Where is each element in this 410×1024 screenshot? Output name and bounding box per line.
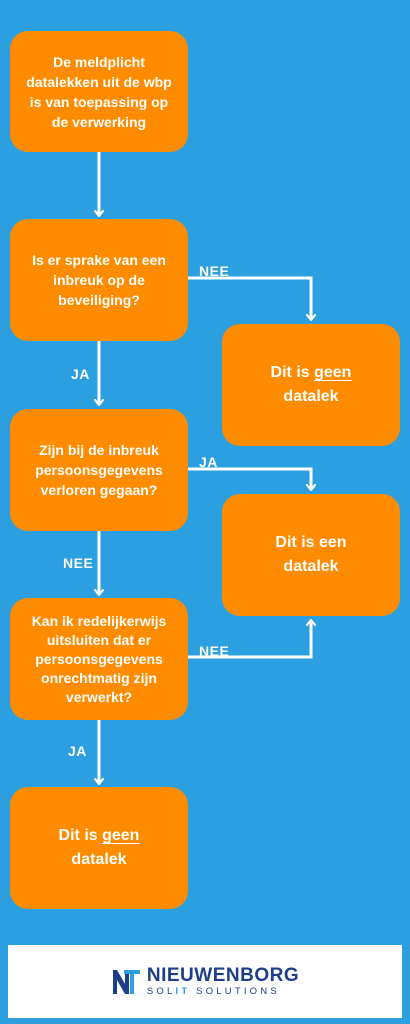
- logo-sub-post: SOLUTIONS: [196, 985, 280, 997]
- nt-logo-icon: [111, 968, 141, 996]
- label-q2-ja: JA: [199, 454, 218, 470]
- result-een-datalek: [222, 494, 400, 616]
- geen2-line-2: datalek: [71, 851, 127, 868]
- label-q2-nee: NEE: [63, 555, 94, 571]
- q3-line-4: onrechtmatig zijn: [41, 669, 157, 686]
- question-3-box: [10, 598, 188, 720]
- logo-sub-it: IT: [175, 985, 191, 997]
- footer: [0, 945, 410, 1024]
- start-line-3: is van toepassing op: [29, 93, 169, 110]
- arrow-q1-no: [188, 278, 311, 320]
- q2-line-1: Zijn bij de inbreuk: [39, 442, 159, 458]
- geen1-line-1: [271, 361, 352, 385]
- geen1-pre: Dit is: [270, 364, 315, 381]
- start-line-2: datalekken uit de wbp: [26, 73, 172, 90]
- een-line-1: Dit is een: [275, 534, 347, 551]
- footer-logo-panel: [8, 945, 402, 1018]
- question-2-box: [10, 409, 188, 531]
- q3-line-1: Kan ik redelijkerwijs: [31, 612, 167, 629]
- q1-line-3: beveiliging?: [58, 292, 140, 308]
- label-q3-ja: JA: [68, 743, 87, 759]
- start-line-4: de verwerking: [51, 113, 147, 130]
- result-geen-datalek-2: [10, 787, 188, 909]
- logo-name: NIEUWENBORG: [146, 964, 300, 986]
- company-logo: [111, 966, 299, 998]
- q2-line-2: persoonsgegevens: [35, 462, 163, 478]
- logo-text: [147, 966, 299, 998]
- label-q3-nee: NEE: [199, 643, 230, 659]
- start-box: [10, 31, 188, 152]
- start-line-1: De meldplicht: [53, 53, 145, 70]
- geen1-underlined: geen: [314, 364, 352, 381]
- geen2-pre: Dit is: [58, 827, 103, 844]
- question-1-box: [10, 219, 188, 341]
- result-geen-datalek-1: [222, 324, 400, 446]
- geen2-underlined: geen: [102, 827, 140, 844]
- arrow-q2-yes: [188, 469, 311, 490]
- q3-line-3: persoonsgegevens: [35, 650, 163, 667]
- geen2-line-1: [59, 824, 140, 848]
- geen1-line-2: datalek: [283, 388, 339, 405]
- q2-line-3: verloren gegaan?: [40, 482, 158, 498]
- label-q1-ja: JA: [71, 366, 90, 382]
- q1-line-2: inbreuk op de: [53, 272, 145, 288]
- q3-line-2: uitsluiten dat er: [46, 631, 152, 648]
- label-q1-nee: NEE: [199, 263, 230, 279]
- q3-line-5: verwerkt?: [65, 688, 133, 705]
- q1-line-1: Is er sprake van een: [32, 252, 166, 268]
- een-line-2: datalek: [283, 558, 339, 575]
- logo-sub-pre: SOL: [146, 985, 176, 997]
- logo-tagline: [147, 986, 299, 998]
